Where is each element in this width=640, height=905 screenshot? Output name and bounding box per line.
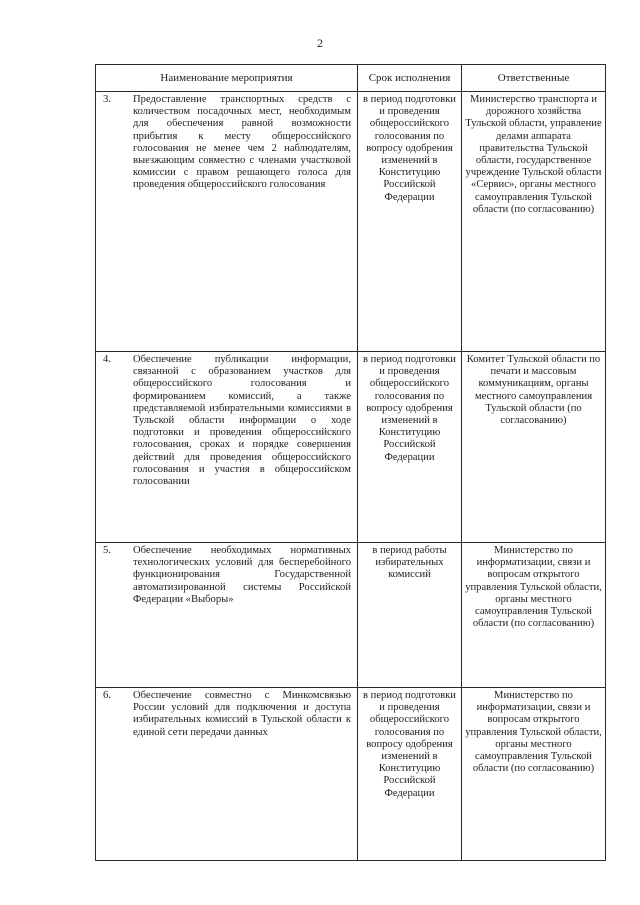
term-cell: в период подготовки и проведения общероссийского голосования по вопросу одобрения изменений в Конституцию Российской Федерации: [358, 688, 462, 861]
page-number: 2: [317, 36, 323, 50]
measure-cell: [96, 688, 358, 861]
table-row: [96, 688, 606, 861]
measure-text: Обеспечение необходимых нормативных технологических условий для бесперебойного функционирования Государственной автоматизированной системы Российской Федерации «Выборы»: [133, 545, 351, 605]
measure-text: Обеспечение совместно с Минкомсвязью России условий для подключения и доступа избирательных комиссий в Тульской области к единой сети передачи данных: [133, 690, 351, 738]
measure-cell: [96, 543, 358, 688]
measure-text: Предоставление транспортных средств с количеством посадочных мест, необходимым для обеспечения равной возможности прибытия к месту общероссийского голосования не менее чем 2 наблюдателям, выезжающим совместно с членами участковой комиссии с правом решающего голоса для проведения общероссийского голосования: [133, 94, 351, 191]
header-measure: Наименование мероприятия: [96, 65, 358, 92]
table-row: [96, 92, 606, 352]
table-row: [96, 543, 606, 688]
row-number: 4.: [103, 354, 111, 365]
table-header-row: [96, 65, 606, 92]
measure-cell: [96, 92, 358, 352]
row-number: 6.: [103, 690, 111, 701]
responsible-cell: Министерство по информатизации, связи и вопросам открытого управления Тульской области, органы местного самоуправления Тульской области (по согласованию): [462, 543, 606, 688]
measure-text: Обеспечение публикации информации, связанной с образованием участков для общероссийского голосования и формированием комиссий, а также представляемой избирательными комиссиями в Тульской области информации о ходе подготовки и проведения общероссийского голосования, сроках и порядке совершения действий для проведения общероссийского голосования и участия в общероссийском голосовании: [133, 354, 351, 488]
measures-table: [95, 64, 606, 861]
responsible-cell: Комитет Тульской области по печати и массовым коммуникациям, органы местного самоуправления Тульской области (по согласованию): [462, 352, 606, 543]
responsible-cell: Министерство транспорта и дорожного хозяйства Тульской области, управление делами аппарата правительства Тульской области, государственное учреждение Тульской области «Сервис», органы местного самоуправления Тульской области (по согласованию): [462, 92, 606, 352]
row-number: 5.: [103, 545, 111, 556]
header-term: Срок исполнения: [358, 65, 462, 92]
term-cell: в период подготовки и проведения общероссийского голосования по вопросу одобрения изменений в Конституцию Российской Федерации: [358, 352, 462, 543]
measure-cell: [96, 352, 358, 543]
header-responsible: Ответственные: [462, 65, 606, 92]
term-cell: в период работы избирательных комиссий: [358, 543, 462, 688]
row-number: 3.: [103, 94, 111, 105]
responsible-cell: Министерство по информатизации, связи и вопросам открытого управления Тульской области, органы местного самоуправления Тульской области (по согласованию): [462, 688, 606, 861]
term-cell: в период подготовки и проведения общероссийского голосования по вопросу одобрения изменений в Конституцию Российской Федерации: [358, 92, 462, 352]
table-row: [96, 352, 606, 543]
